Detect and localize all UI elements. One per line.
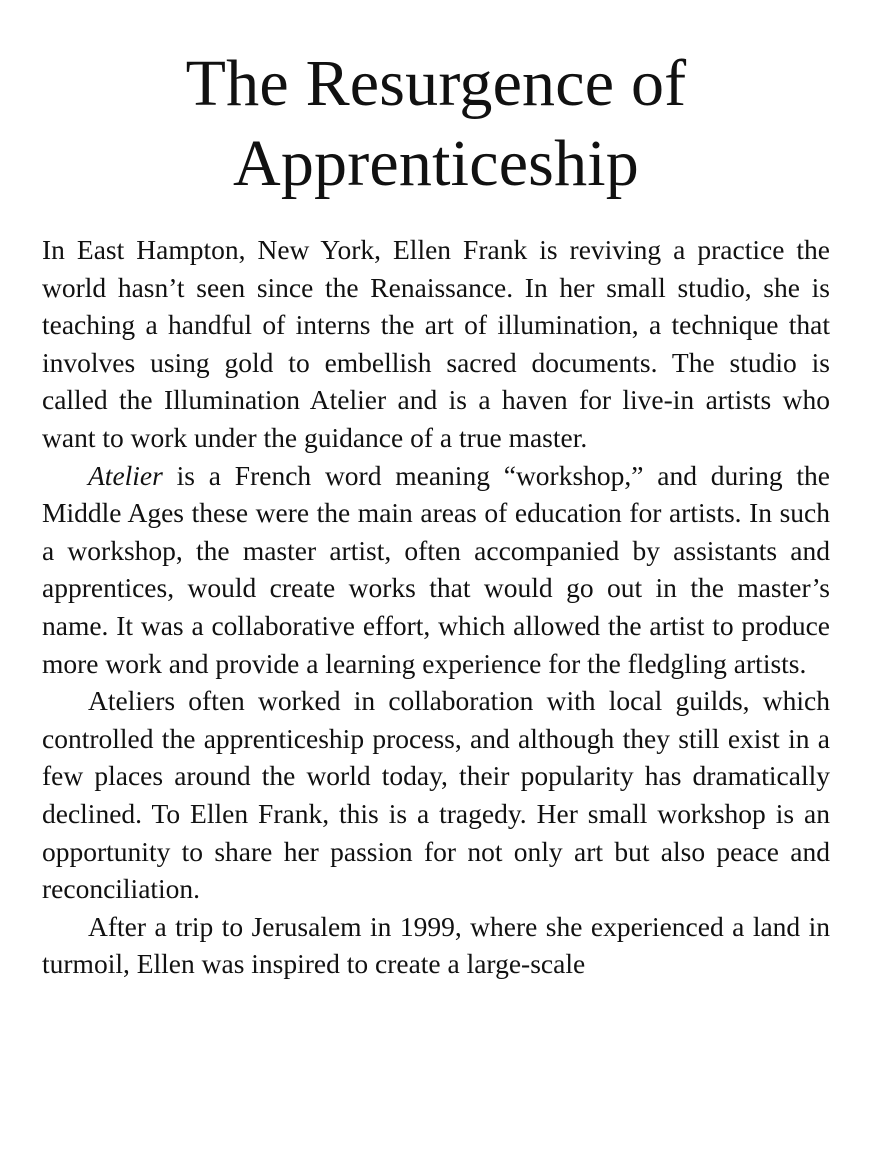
article-title — [42, 44, 830, 204]
document-page — [42, 44, 830, 983]
paragraph-2-text: is a French word meaning “workshop,” and during the Middle Ages these were the main areas of education for artists. In such a workshop, the master artist, often accompanied by assistants and apprentices, would create works that would go out in the master’s name. It was a collaborative effort, which allowed the artist to produce more work and provide a learning experience for the fledgling artists. — [42, 459, 830, 679]
paragraph-3: Ateliers often worked in collaboration with local guilds, which controlled the apprenticeship process, and although they still exist in a few places around the world today, their popularity has dramatically declined. To Ellen Frank, this is a tragedy. Her small workshop is an opportunity to share her passion for not only art but also peace and reconciliation. — [42, 685, 830, 905]
italic-term-atelier: Atelier — [88, 459, 163, 491]
paragraph-4: After a trip to Jerusalem in 1999, where she experienced a land in turmoil, Ellen was inspired to create a large-scale — [42, 910, 830, 980]
paragraph-1: In East Hampton, New York, Ellen Frank is reviving a practice the world hasn’t seen since the Renaissance. In her small studio, she is teaching a handful of interns the art of illumination, a technique that involves using gold to embellish sacred documents. The studio is called the Illumination Atelier and is a haven for live-in artists who want to work under the guidance of a true master. — [42, 234, 830, 453]
paragraph-2 — [42, 457, 830, 683]
article-body — [42, 231, 830, 983]
title-line-2: Apprenticeship — [232, 127, 640, 200]
title-line-1: The Resurgence of — [185, 47, 687, 120]
